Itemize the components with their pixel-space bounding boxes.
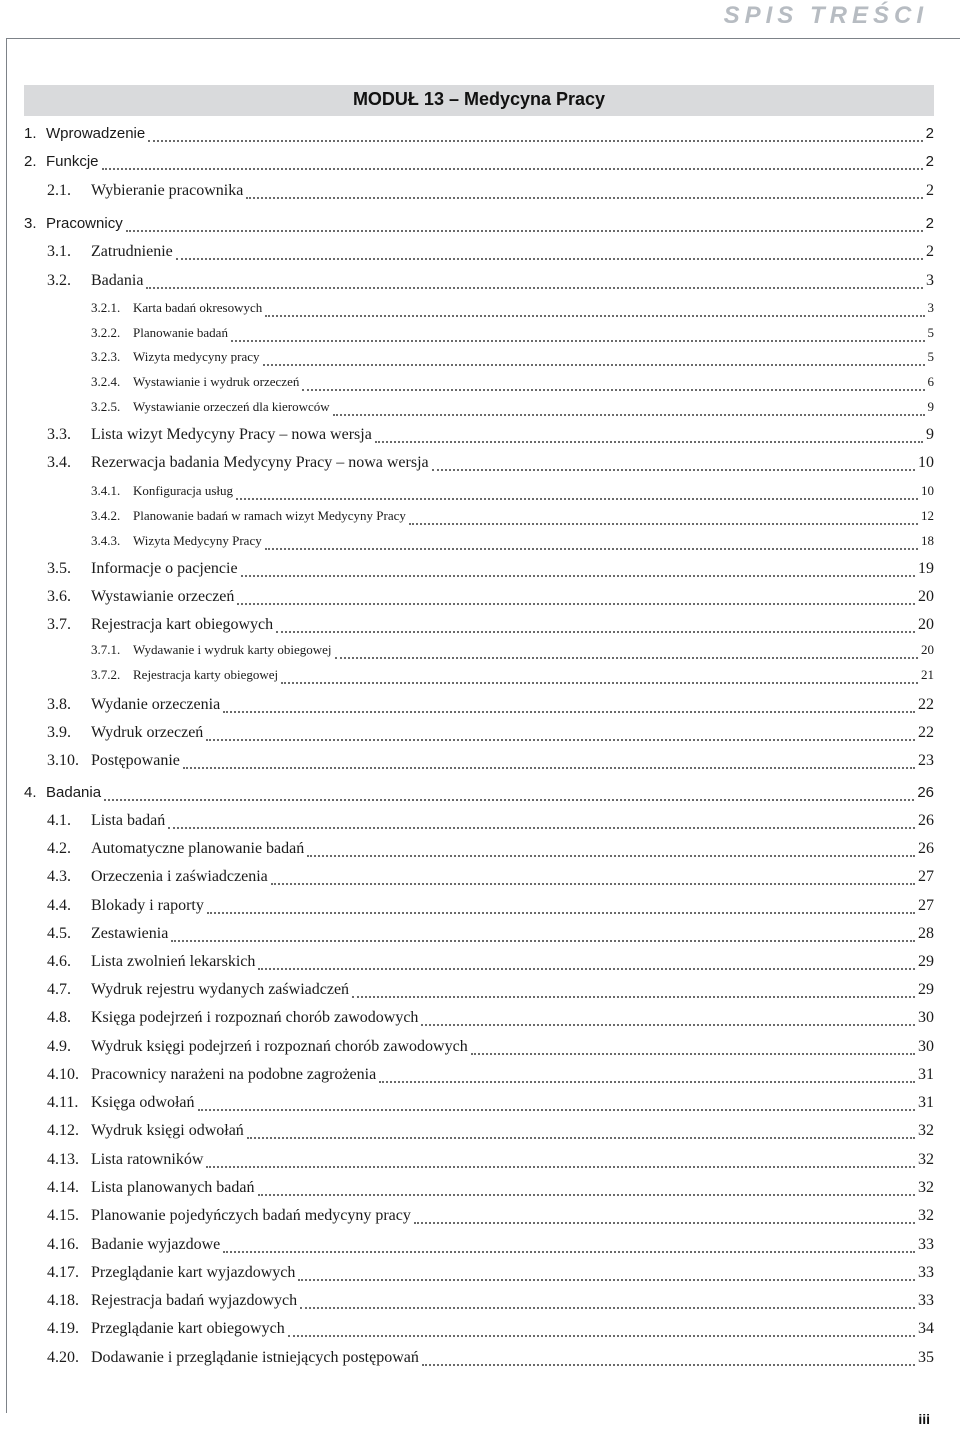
toc-entry-label: Wystawianie orzeczeń dla kierowców xyxy=(133,399,330,414)
toc-dot-leader xyxy=(302,389,924,391)
toc-entry[interactable] xyxy=(47,1292,934,1314)
toc-entry-label: Rejestracja karty obiegowej xyxy=(133,667,279,682)
toc-entry[interactable] xyxy=(47,243,934,265)
toc-dot-leader xyxy=(168,827,915,829)
toc-dot-leader xyxy=(104,799,914,801)
toc-entry-label: Wizyta medycyny pracy xyxy=(133,349,260,364)
toc-entry-number: 3.4. xyxy=(47,454,71,471)
module-title: MODUŁ 13 – Medycyna Pracy xyxy=(352,89,606,109)
toc-entry-label: Lista planowanych badań xyxy=(91,1179,255,1196)
toc-entry-number: 3.4.1. xyxy=(91,483,121,498)
toc-entry-number: 4.13. xyxy=(47,1151,79,1168)
toc-entry-label: Zatrudnienie xyxy=(91,243,173,260)
toc-entry-label: Rejestracja kart obiegowych xyxy=(91,616,274,633)
toc-entry-page: 19 xyxy=(918,560,934,577)
toc-entry-page: 32 xyxy=(918,1179,934,1196)
toc-entry-number: 4.10. xyxy=(47,1066,79,1083)
toc-entry-page: 18 xyxy=(921,533,934,548)
toc-entry-label: Wystawianie orzeczeń xyxy=(91,588,235,605)
toc-dot-leader xyxy=(432,469,915,471)
toc-dot-leader xyxy=(421,1024,915,1026)
toc-dot-leader xyxy=(379,1081,915,1083)
toc-dot-leader xyxy=(352,996,915,998)
toc-entry-label: Księga podejrzeń i rozpoznań chorób zawodowych xyxy=(91,1009,419,1026)
toc-dot-leader xyxy=(258,968,915,970)
toc-dot-leader xyxy=(236,498,918,500)
toc-entry-number: 3.2. xyxy=(47,272,71,289)
toc-entry-number: 4.14. xyxy=(47,1179,79,1196)
toc-entry-label: Informacje o pacjencie xyxy=(91,560,238,577)
toc-entry-number: 3.2.5. xyxy=(91,399,121,414)
toc-entry-page: 2 xyxy=(926,243,934,260)
toc-entry-number: 4.3. xyxy=(47,868,71,885)
toc-entry-page: 28 xyxy=(918,925,934,942)
toc-dot-leader xyxy=(265,315,924,317)
toc-dot-leader xyxy=(471,1053,915,1055)
toc-entry-number: 4.4. xyxy=(47,897,71,914)
toc-entry-number: 4.20. xyxy=(47,1349,79,1366)
toc-entry-number: 3.1. xyxy=(47,243,71,260)
toc-entry-page: 10 xyxy=(918,454,934,471)
toc-entry-label: Zestawienia xyxy=(91,925,169,942)
toc-entry-label: Badania xyxy=(46,784,102,801)
toc-entry-number: 3. xyxy=(24,215,37,232)
toc-entry[interactable] xyxy=(47,616,934,638)
toc-entry[interactable] xyxy=(24,153,934,175)
toc-entry-label: Przeglądanie kart obiegowych xyxy=(91,1320,285,1337)
toc-entry[interactable] xyxy=(47,1236,934,1258)
toc-dot-leader xyxy=(288,1335,915,1337)
toc-entry-number: 3.2.2. xyxy=(91,325,121,340)
toc-entry-label: Planowanie badań w ramach wizyt Medycyny Pracy xyxy=(133,508,406,523)
toc-dot-leader xyxy=(102,168,923,170)
toc-entry-label: Orzeczenia i zaświadczenia xyxy=(91,868,268,885)
toc-dot-leader xyxy=(206,1166,915,1168)
toc-entry-number: 3.8. xyxy=(47,696,71,713)
toc-entry-number: 4.6. xyxy=(47,953,71,970)
toc-entry-number: 4.12. xyxy=(47,1122,79,1139)
toc-entry-number: 3.6. xyxy=(47,588,71,605)
toc-entry[interactable] xyxy=(91,349,934,371)
toc-dot-leader xyxy=(206,739,915,741)
toc-entry[interactable] xyxy=(47,1349,934,1371)
toc-entry-label: Planowanie badań xyxy=(133,325,228,340)
toc-entry-page: 22 xyxy=(918,724,934,741)
page-number: iii xyxy=(918,1411,930,1427)
toc-entry[interactable] xyxy=(47,1066,934,1088)
toc-dot-leader xyxy=(223,711,915,713)
toc-entry[interactable] xyxy=(24,784,934,806)
toc-entry[interactable] xyxy=(91,325,934,347)
toc-dot-leader xyxy=(263,364,925,366)
toc-dot-leader xyxy=(298,1279,915,1281)
toc-entry[interactable] xyxy=(47,182,934,204)
toc-entry[interactable] xyxy=(47,1038,934,1060)
toc-dot-leader xyxy=(171,940,915,942)
toc-entry[interactable] xyxy=(47,840,934,862)
toc-entry-label: Automatyczne planowanie badań xyxy=(91,840,305,857)
toc-entry-label: Wydawanie i wydruk karty obiegowej xyxy=(133,642,332,657)
toc-entry-number: 4.17. xyxy=(47,1264,79,1281)
toc-entry-label: Lista ratowników xyxy=(91,1151,204,1168)
toc-dot-leader xyxy=(126,230,923,232)
toc-dot-leader xyxy=(237,603,915,605)
toc-entry[interactable] xyxy=(47,560,934,582)
toc-entry[interactable] xyxy=(91,300,934,322)
toc-entry[interactable] xyxy=(47,454,934,476)
toc-entry-label: Lista wizyt Medycyny Pracy – nowa wersja xyxy=(91,426,372,443)
toc-dot-leader xyxy=(176,258,923,260)
toc-entry[interactable] xyxy=(47,1009,934,1031)
toc-entry-page: 30 xyxy=(918,1009,934,1026)
toc-entry-page: 20 xyxy=(921,642,934,657)
toc-entry-number: 4.7. xyxy=(47,981,71,998)
toc-dot-leader xyxy=(198,1109,915,1111)
toc-entry-number: 3.5. xyxy=(47,560,71,577)
toc-entry[interactable] xyxy=(47,925,934,947)
section-header-title: SPIS TREŚCI xyxy=(723,2,928,29)
toc-entry-label: Lista badań xyxy=(91,812,166,829)
toc-entry-page: 32 xyxy=(918,1122,934,1139)
toc-entry-label: Wydruk rejestru wydanych zaświadczeń xyxy=(91,981,350,998)
toc-entry-number: 3.4.3. xyxy=(91,533,121,548)
toc-dot-leader xyxy=(335,657,919,659)
toc-entry[interactable] xyxy=(91,374,934,396)
toc-entry-number: 4.18. xyxy=(47,1292,79,1309)
toc-entry-page: 27 xyxy=(918,868,934,885)
toc-entry-label: Lista zwolnień lekarskich xyxy=(91,953,256,970)
toc-entry-number: 4.5. xyxy=(47,925,71,942)
toc-dot-leader xyxy=(246,197,923,199)
toc-entry-page: 35 xyxy=(918,1349,934,1366)
toc-entry[interactable] xyxy=(24,215,934,237)
toc-entry-page: 30 xyxy=(918,1038,934,1055)
toc-entry-number: 2. xyxy=(24,153,37,170)
toc-entry[interactable] xyxy=(47,897,934,919)
toc-entry[interactable] xyxy=(47,724,934,746)
toc-entry-number: 4.2. xyxy=(47,840,71,857)
toc-entry-number: 4. xyxy=(24,784,37,801)
toc-entry[interactable] xyxy=(47,812,934,834)
toc-entry-label: Wydruk księgi odwołań xyxy=(91,1122,244,1139)
toc-entry-page: 22 xyxy=(918,696,934,713)
toc-entry-label: Blokady i raporty xyxy=(91,897,204,914)
toc-entry-number: 4.19. xyxy=(47,1320,79,1337)
toc-entry[interactable] xyxy=(91,483,934,505)
toc-entry-page: 31 xyxy=(918,1094,934,1111)
toc-entry-page: 26 xyxy=(918,840,934,857)
toc-entry[interactable] xyxy=(47,1207,934,1229)
toc-dot-leader xyxy=(307,855,915,857)
toc-dot-leader xyxy=(258,1194,916,1196)
toc-entry-label: Badania xyxy=(91,272,144,289)
toc-entry-page: 2 xyxy=(926,182,934,199)
toc-entry-page: 32 xyxy=(918,1207,934,1224)
toc-entry-number: 3.7.1. xyxy=(91,642,121,657)
toc-entry-page: 32 xyxy=(918,1151,934,1168)
toc-entry-page: 5 xyxy=(927,325,934,340)
toc-entry-page: 10 xyxy=(921,483,934,498)
toc-dot-leader xyxy=(409,523,918,525)
toc-entry-label: Wprowadzenie xyxy=(46,125,146,142)
toc-entry-page: 21 xyxy=(921,667,934,682)
toc-entry-label: Wizyta Medycyny Pracy xyxy=(133,533,262,548)
toc-entry-label: Konfiguracja usług xyxy=(133,483,234,498)
toc-entry-number: 4.1. xyxy=(47,812,71,829)
toc-entry[interactable] xyxy=(91,667,934,689)
toc-entry-page: 12 xyxy=(921,508,934,523)
toc-entry-label: Wydruk orzeczeń xyxy=(91,724,204,741)
toc-entry-page: 3 xyxy=(927,300,934,315)
toc-entry-number: 1. xyxy=(24,125,37,142)
toc-dot-leader xyxy=(223,1251,915,1253)
toc-entry[interactable] xyxy=(47,588,934,610)
toc-entry-page: 2 xyxy=(925,153,934,170)
toc-dot-leader xyxy=(183,767,915,769)
toc-dot-leader xyxy=(231,340,925,342)
toc-dot-leader xyxy=(414,1222,915,1224)
toc-entry[interactable] xyxy=(24,125,934,147)
toc-entry-number: 3.2.1. xyxy=(91,300,121,315)
toc-entry[interactable] xyxy=(47,752,934,774)
toc-entry-page: 29 xyxy=(918,981,934,998)
toc-dot-leader xyxy=(281,682,918,684)
toc-entry[interactable] xyxy=(47,426,934,448)
toc-entry[interactable] xyxy=(47,868,934,890)
toc-entry-page: 23 xyxy=(918,752,934,769)
toc-entry-label: Funkcje xyxy=(46,153,99,170)
toc-entry[interactable] xyxy=(47,1122,934,1144)
toc-entry-number: 4.8. xyxy=(47,1009,71,1026)
toc-entry-page: 20 xyxy=(918,616,934,633)
toc-entry-page: 33 xyxy=(918,1292,934,1309)
toc-entry-page: 26 xyxy=(917,784,934,801)
toc-entry-number: 3.9. xyxy=(47,724,71,741)
toc-entry[interactable] xyxy=(47,1094,934,1116)
toc-entry[interactable] xyxy=(47,1151,934,1173)
toc-entry-label: Planowanie pojedyńczych badań medycyny pracy xyxy=(91,1207,411,1224)
toc-entry-number: 4.15. xyxy=(47,1207,79,1224)
toc-dot-leader xyxy=(276,631,915,633)
toc-entry-page: 5 xyxy=(927,349,934,364)
toc-entry-page: 2 xyxy=(925,125,934,142)
toc-dot-leader xyxy=(207,912,915,914)
toc-entry-page: 20 xyxy=(918,588,934,605)
toc-entry-page: 9 xyxy=(927,399,934,414)
toc-dot-leader xyxy=(333,414,925,416)
toc-entry-label: Wystawianie i wydruk orzeczeń xyxy=(133,374,300,389)
toc-entry-label: Rezerwacja badania Medycyny Pracy – nowa wersja xyxy=(91,454,429,471)
toc-entry-page: 33 xyxy=(918,1236,934,1253)
toc-entry[interactable] xyxy=(47,1179,934,1201)
toc-entry[interactable] xyxy=(47,696,934,718)
toc-entry-label: Wybieranie pracownika xyxy=(91,182,244,199)
toc-entry[interactable] xyxy=(47,1320,934,1342)
toc-entry-page: 29 xyxy=(918,953,934,970)
toc-entry-label: Pracownicy xyxy=(46,215,123,232)
toc-entry-page: 33 xyxy=(918,1264,934,1281)
toc-entry-page: 3 xyxy=(926,272,934,289)
toc-entry-label: Postępowanie xyxy=(91,752,180,769)
toc-entry-page: 2 xyxy=(925,215,934,232)
toc-entry[interactable] xyxy=(91,642,934,664)
toc-dot-leader xyxy=(375,441,923,443)
toc-entry-label: Pracownicy narażeni na podobne zagrożenia xyxy=(91,1066,377,1083)
toc-dot-leader xyxy=(146,287,923,289)
toc-entry-page: 6 xyxy=(927,374,934,389)
toc-entry-number: 3.4.2. xyxy=(91,508,121,523)
toc-entry-label: Wydanie orzeczenia xyxy=(91,696,221,713)
toc-entry-page: 9 xyxy=(926,426,934,443)
toc-entry-number: 4.11. xyxy=(47,1094,79,1111)
toc-dot-leader xyxy=(247,1137,915,1139)
toc-entry[interactable] xyxy=(47,953,934,975)
toc-dot-leader xyxy=(148,140,922,142)
toc-entry-number: 3.7.2. xyxy=(91,667,121,682)
toc-entry-label: Karta badań okresowych xyxy=(133,300,263,315)
toc-entry-number: 3.2.4. xyxy=(91,374,121,389)
toc-entry-page: 26 xyxy=(918,812,934,829)
toc-dot-leader xyxy=(265,548,918,550)
toc-entry[interactable] xyxy=(91,533,934,555)
toc-dot-leader xyxy=(422,1364,915,1366)
toc-dot-leader xyxy=(300,1307,915,1309)
toc-entry-number: 4.9. xyxy=(47,1038,71,1055)
toc-entry[interactable] xyxy=(47,981,934,1003)
toc-entry-label: Rejestracja badań wyjazdowych xyxy=(91,1292,298,1309)
toc-entry-page: 34 xyxy=(918,1320,934,1337)
toc-entry-number: 3.7. xyxy=(47,616,71,633)
toc-entry-page: 27 xyxy=(918,897,934,914)
toc-entry-number: 3.10. xyxy=(47,752,79,769)
toc-entry[interactable] xyxy=(47,272,934,294)
toc-entry-page: 31 xyxy=(918,1066,934,1083)
toc-entry-label: Dodawanie i przeglądanie istniejących postępowań xyxy=(91,1349,419,1366)
toc-entry[interactable] xyxy=(91,508,934,530)
toc-entry-number: 3.3. xyxy=(47,426,71,443)
toc-entry-label: Księga odwołań xyxy=(91,1094,195,1111)
toc-entry-label: Przeglądanie kart wyjazdowych xyxy=(91,1264,296,1281)
toc-entry-label: Badanie wyjazdowe xyxy=(91,1236,221,1253)
toc-entry[interactable] xyxy=(91,399,934,421)
toc-dot-leader xyxy=(271,883,915,885)
toc-entry[interactable] xyxy=(47,1264,934,1286)
toc-entry-number: 3.2.3. xyxy=(91,349,121,364)
toc-entry-number: 2.1. xyxy=(47,182,71,199)
toc-entry-label: Wydruk księgi podejrzeń i rozpoznań chorób zawodowych xyxy=(91,1038,468,1055)
toc-dot-leader xyxy=(241,575,915,577)
toc-entry-number: 4.16. xyxy=(47,1236,79,1253)
